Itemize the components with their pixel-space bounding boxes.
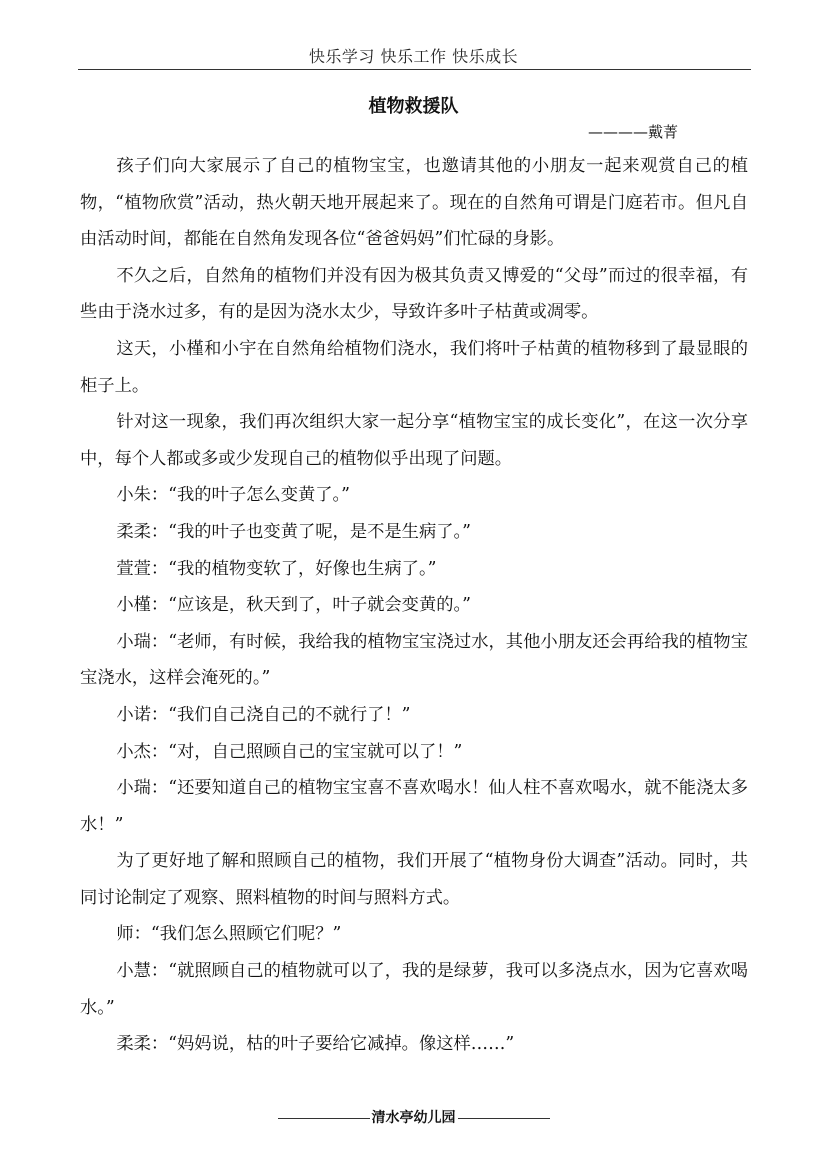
paragraph: 不久之后，自然角的植物们并没有因为极其负责又博爱的“父母”而过的很幸福，有些由于浇水过多，有的是因为浇水太少，导致许多叶子枯黄或凋零。	[80, 265, 748, 323]
paragraph: 这天，小槿和小宇在自然角给植物们浇水，我们将叶子枯黄的植物移到了最显眼的柜子上。	[80, 338, 748, 396]
page-footer	[0, 1107, 827, 1127]
paragraph: 孩子们向大家展示了自己的植物宝宝，也邀请其他的小朋友一起来观赏自己的植物，“植物欣赏”活动，热火朝天地开展起来了。现在的自然角可谓是门庭若市。但凡自由活动时间，都能在自然角发现各位“爸爸妈妈”们忙碌的身影。	[80, 156, 748, 250]
document-body	[80, 148, 748, 1063]
paragraph: 针对这一现象，我们再次组织大家一起分享“植物宝宝的成长变化”，在这一次分享中，每个人都或多或少发现自己的植物似乎出现了问题。	[80, 412, 748, 469]
header-rule	[78, 69, 751, 70]
dialogue-line: 小朱：“我的叶子怎么变黄了。”	[116, 485, 351, 506]
dialogue-line: 小瑞：“老师，有时候，我给我的植物宝宝浇过水，其他小朋友还会再给我的植物宝宝浇水，这样会淹死的。”	[80, 631, 748, 689]
dialogue-line: 小慧：“就照顾自己的植物就可以了，我的是绿萝，我可以多浇点水，因为它喜欢喝水。”	[80, 961, 748, 1018]
dialogue-line: 小诺：“我们自己浇自己的不就行了！”	[116, 704, 411, 725]
document-title: 植物救援队	[368, 96, 459, 117]
dialogue-line: 师：“我们怎么照顾它们呢？”	[116, 924, 342, 945]
author-line: ————戴菁	[588, 123, 679, 141]
page-header: 快乐学习 快乐工作 快乐成长	[308, 47, 519, 66]
dialogue-line: 小槿：“应该是，秋天到了，叶子就会变黄的。”	[116, 595, 471, 616]
dialogue-line: 柔柔：“我的叶子也变黄了呢，是不是生病了。”	[116, 521, 471, 542]
footer-rule-left	[278, 1118, 370, 1119]
footer-rule-right	[458, 1118, 550, 1119]
dialogue-line: 萱萱：“我的植物变软了，好像也生病了。”	[116, 558, 437, 579]
paragraph: 为了更好地了解和照顾自己的植物，我们开展了“植物身份大调查”活动。同时，共同讨论制定了观察、照料植物的时间与照料方式。	[80, 851, 748, 908]
footer-text: 清水亭幼儿园	[371, 1110, 456, 1126]
dialogue-line: 小瑞：“还要知道自己的植物宝宝喜不喜欢喝水！仙人柱不喜欢喝水，就不能浇太多水！”	[80, 778, 748, 835]
dialogue-line: 柔柔：“妈妈说，枯的叶子要给它减掉。像这样……”	[116, 1034, 515, 1055]
dialogue-line: 小杰：“对，自己照顾自己的宝宝就可以了！”	[116, 741, 463, 762]
